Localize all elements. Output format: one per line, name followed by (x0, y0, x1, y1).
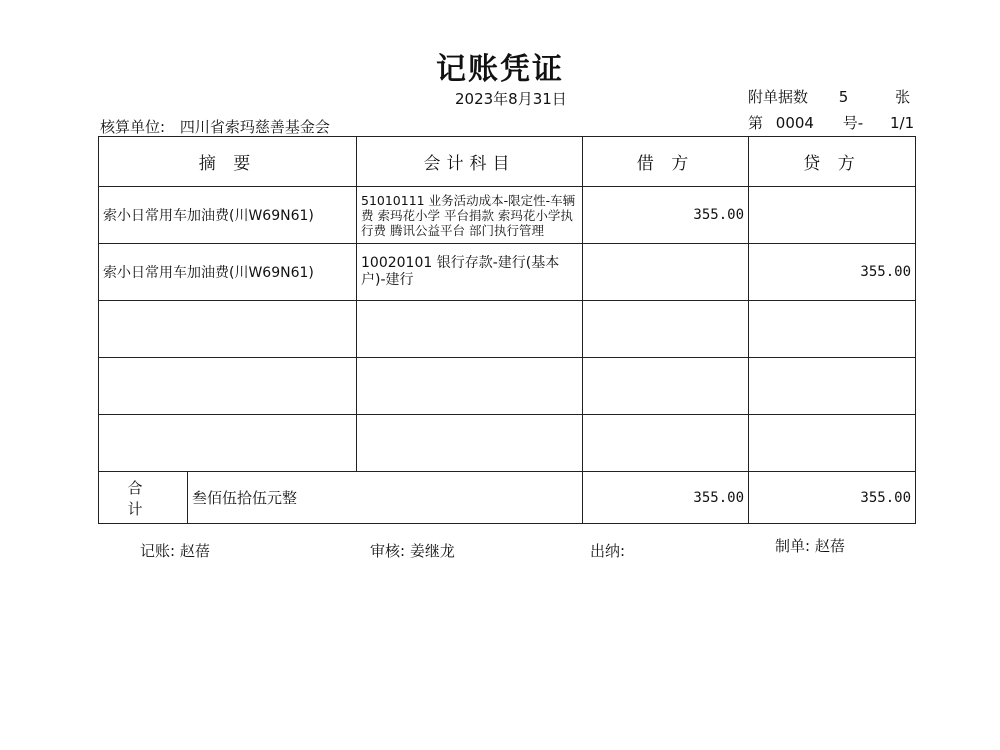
attachment-count (748, 86, 910, 107)
table-row-empty (99, 415, 916, 472)
voucher-title: 记账凭证 (436, 52, 564, 87)
table-row (99, 244, 916, 301)
voucher-date: 2023年8月31日 (455, 90, 567, 108)
header-summary: 摘 要 (99, 137, 357, 187)
header-credit: 贷 方 (749, 137, 916, 187)
table-row-empty (99, 301, 916, 358)
voucher-page: 1/1 (889, 114, 915, 132)
cashier-signature: 出纳: (590, 542, 626, 560)
entry-summary: 索小日常用车加油费(川W69N61) (99, 244, 357, 301)
voucher-number (748, 112, 914, 133)
attachment-label: 附单据数 (748, 88, 809, 106)
table-row (99, 187, 916, 244)
entry-debit: 355.00 (583, 187, 749, 244)
accounting-unit (100, 116, 330, 137)
unit-name: 四川省索玛慈善基金会 (179, 118, 330, 136)
attachment-count-value: 5 (838, 88, 849, 106)
preparer-signature: 制单: 赵蓓 (775, 537, 845, 555)
voucher-prefix: 第 (748, 114, 764, 132)
total-debit: 355.00 (583, 472, 749, 524)
voucher-number-value: 0004 (775, 114, 814, 132)
total-row (99, 472, 916, 524)
entry-summary: 索小日常用车加油费(川W69N61) (99, 187, 357, 244)
unit-label: 核算单位: (100, 118, 166, 136)
table-row-empty (99, 358, 916, 415)
entry-credit: 355.00 (749, 244, 916, 301)
voucher-suffix: 号- (842, 114, 864, 132)
voucher-table (98, 136, 916, 524)
attachment-unit: 张 (895, 88, 911, 106)
entry-credit (749, 187, 916, 244)
table-header-row (99, 137, 916, 187)
entry-debit (583, 244, 749, 301)
entry-account: 10020101 银行存款-建行(基本户)-建行 (357, 244, 583, 301)
total-credit: 355.00 (749, 472, 916, 524)
total-label: 合 计 (99, 472, 188, 524)
reviewer-signature: 审核: 姜继龙 (370, 542, 455, 560)
bookkeeper-signature: 记账: 赵蓓 (140, 542, 210, 560)
total-amount-words: 叁佰伍拾伍元整 (188, 472, 583, 524)
header-debit: 借 方 (583, 137, 749, 187)
entry-account: 51010111 业务活动成本-限定性-车辆费 索玛花小学 平台捐款 索玛花小学执行费 腾讯公益平台 部门执行管理 (357, 187, 583, 244)
header-account: 会计科目 (357, 137, 583, 187)
